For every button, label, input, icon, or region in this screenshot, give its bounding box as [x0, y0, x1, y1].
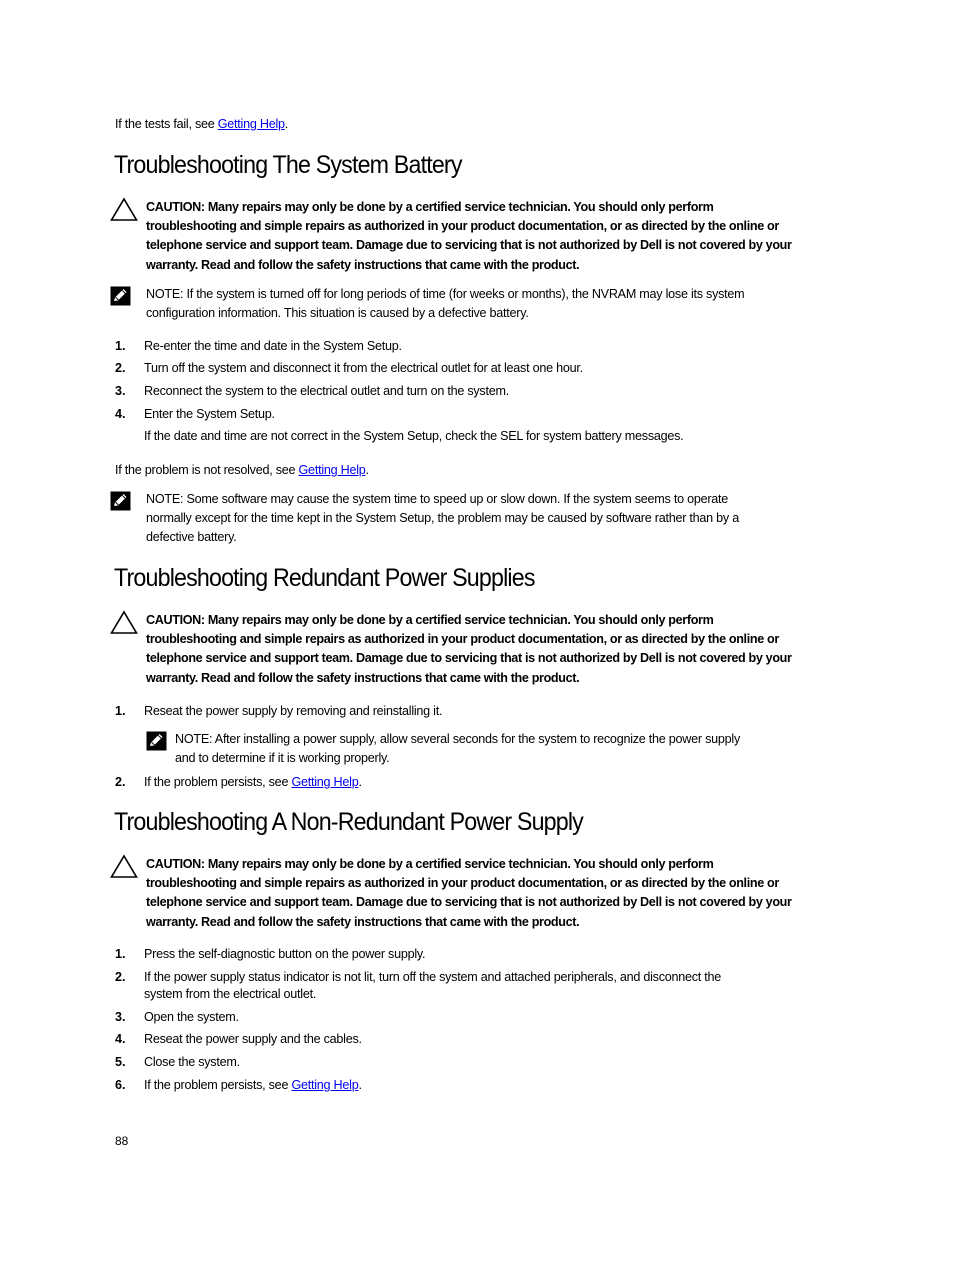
step-suffix: . — [358, 775, 362, 789]
caution-block — [146, 611, 792, 688]
caution-line: CAUTION: Many repairs may only be done by a certified service technician. You should only perform — [146, 613, 714, 627]
caution-block — [146, 198, 792, 275]
step-text: Close the system. — [144, 1055, 240, 1069]
note-line: After installing a power supply, allow several seconds for the system to recognize the power supply — [212, 732, 741, 746]
caution-line: troubleshooting and simple repairs as authorized in your product documentation, or as directed by the online or — [146, 876, 779, 891]
section-title-redundant-power: Troubleshooting Redundant Power Supplies — [114, 564, 535, 592]
intro-paragraph — [115, 115, 288, 134]
unresolved-paragraph — [115, 461, 369, 480]
caution-line: CAUTION: Many repairs may only be done by a certified service technician. You should only perform — [146, 200, 714, 214]
step-text: Re-enter the time and date in the System Setup. — [144, 339, 402, 353]
note-label: NOTE: — [146, 492, 184, 506]
note-pencil-icon — [146, 731, 167, 751]
caution-line: warranty. Read and follow the safety instructions that came with the product. — [146, 670, 580, 685]
step-number: 1. — [115, 339, 126, 353]
caution-triangle-icon — [110, 610, 138, 635]
caution-line: warranty. Read and follow the safety instructions that came with the product. — [146, 257, 580, 272]
step-text: Reconnect the system to the electrical outlet and turn on the system. — [144, 384, 509, 398]
caution-line: CAUTION: Many repairs may only be done by a certified service technician. You should only perform — [146, 857, 714, 871]
step-text: Reseat the power supply by removing and reinstalling it. — [144, 704, 443, 718]
step-text — [144, 774, 362, 791]
caution-triangle-icon — [110, 854, 138, 879]
step-text: Enter the System Setup. — [144, 407, 275, 421]
step-text: If the power supply status indicator is not lit, turn off the system and attached peripherals, and disconnect the — [144, 970, 722, 984]
caution-line: troubleshooting and simple repairs as authorized in your product documentation, or as directed by the online or — [146, 219, 779, 234]
note-line: and to determine if it is working properly. — [175, 751, 390, 765]
step-number: 5. — [115, 1055, 126, 1069]
step-text — [144, 1077, 362, 1094]
getting-help-link[interactable]: Getting Help — [217, 117, 285, 131]
step-detail: If the date and time are not correct in the System Setup, check the SEL for system battery messages. — [144, 429, 684, 443]
step-number: 3. — [115, 1010, 126, 1024]
unresolved-prefix: If the problem is not resolved, see — [115, 463, 299, 477]
step-prefix: If the problem persists, see — [144, 1078, 292, 1092]
step-number: 1. — [115, 947, 126, 961]
getting-help-link[interactable]: Getting Help — [291, 1078, 359, 1092]
step-number: 2. — [115, 361, 126, 375]
step-text: Open the system. — [144, 1010, 239, 1024]
caution-line: telephone service and support team. Damage due to servicing that is not authorized by Dell is not covered by your — [146, 895, 792, 910]
note-line: Some software may cause the system time to speed up or slow down. If the system seems to operate — [183, 492, 729, 506]
step-number: 3. — [115, 384, 126, 398]
getting-help-link[interactable]: Getting Help — [298, 463, 366, 477]
note-line: normally except for the time kept in the System Setup, the problem may be caused by software rather than by a — [146, 511, 739, 525]
step-number: 4. — [115, 1032, 126, 1046]
note-line: defective battery. — [146, 530, 237, 544]
page-number: 88 — [115, 1134, 129, 1148]
step-text-continued: system from the electrical outlet. — [144, 987, 317, 1001]
unresolved-suffix: . — [365, 463, 369, 477]
step-number: 2. — [115, 775, 126, 789]
section-title-non-redundant-power: Troubleshooting A Non-Redundant Power Supply — [114, 808, 583, 836]
note-pencil-icon — [110, 286, 131, 306]
step-number: 2. — [115, 970, 126, 984]
note-line: configuration information. This situation is caused by a defective battery. — [146, 306, 529, 320]
caution-triangle-icon — [110, 197, 138, 222]
note-pencil-icon — [110, 491, 131, 511]
step-text: Press the self-diagnostic button on the power supply. — [144, 947, 426, 961]
note-line: If the system is turned off for long periods of time (for weeks or months), the NVRAM may lose its system — [183, 287, 745, 301]
step-number: 6. — [115, 1078, 126, 1092]
step-prefix: If the problem persists, see — [144, 775, 292, 789]
note-block — [146, 490, 739, 547]
section-title-system-battery: Troubleshooting The System Battery — [114, 151, 462, 179]
step-text: Turn off the system and disconnect it from the electrical outlet for at least one hour. — [144, 361, 583, 375]
note-block — [175, 730, 740, 768]
intro-suffix: . — [284, 117, 289, 131]
note-label: NOTE: — [146, 287, 184, 301]
caution-block — [146, 855, 792, 932]
getting-help-link[interactable]: Getting Help — [291, 775, 359, 789]
step-number: 4. — [115, 407, 126, 421]
caution-line: troubleshooting and simple repairs as authorized in your product documentation, or as directed by the online or — [146, 632, 779, 647]
step-text: Reseat the power supply and the cables. — [144, 1032, 362, 1046]
intro-prefix: If the tests fail, see — [115, 117, 218, 131]
note-label: NOTE: — [175, 732, 213, 746]
note-block — [146, 285, 744, 323]
step-suffix: . — [358, 1078, 362, 1092]
step-number: 1. — [115, 704, 126, 718]
caution-line: warranty. Read and follow the safety instructions that came with the product. — [146, 914, 580, 929]
caution-line: telephone service and support team. Damage due to servicing that is not authorized by Dell is not covered by your — [146, 238, 792, 253]
caution-line: telephone service and support team. Damage due to servicing that is not authorized by Dell is not covered by your — [146, 651, 792, 666]
